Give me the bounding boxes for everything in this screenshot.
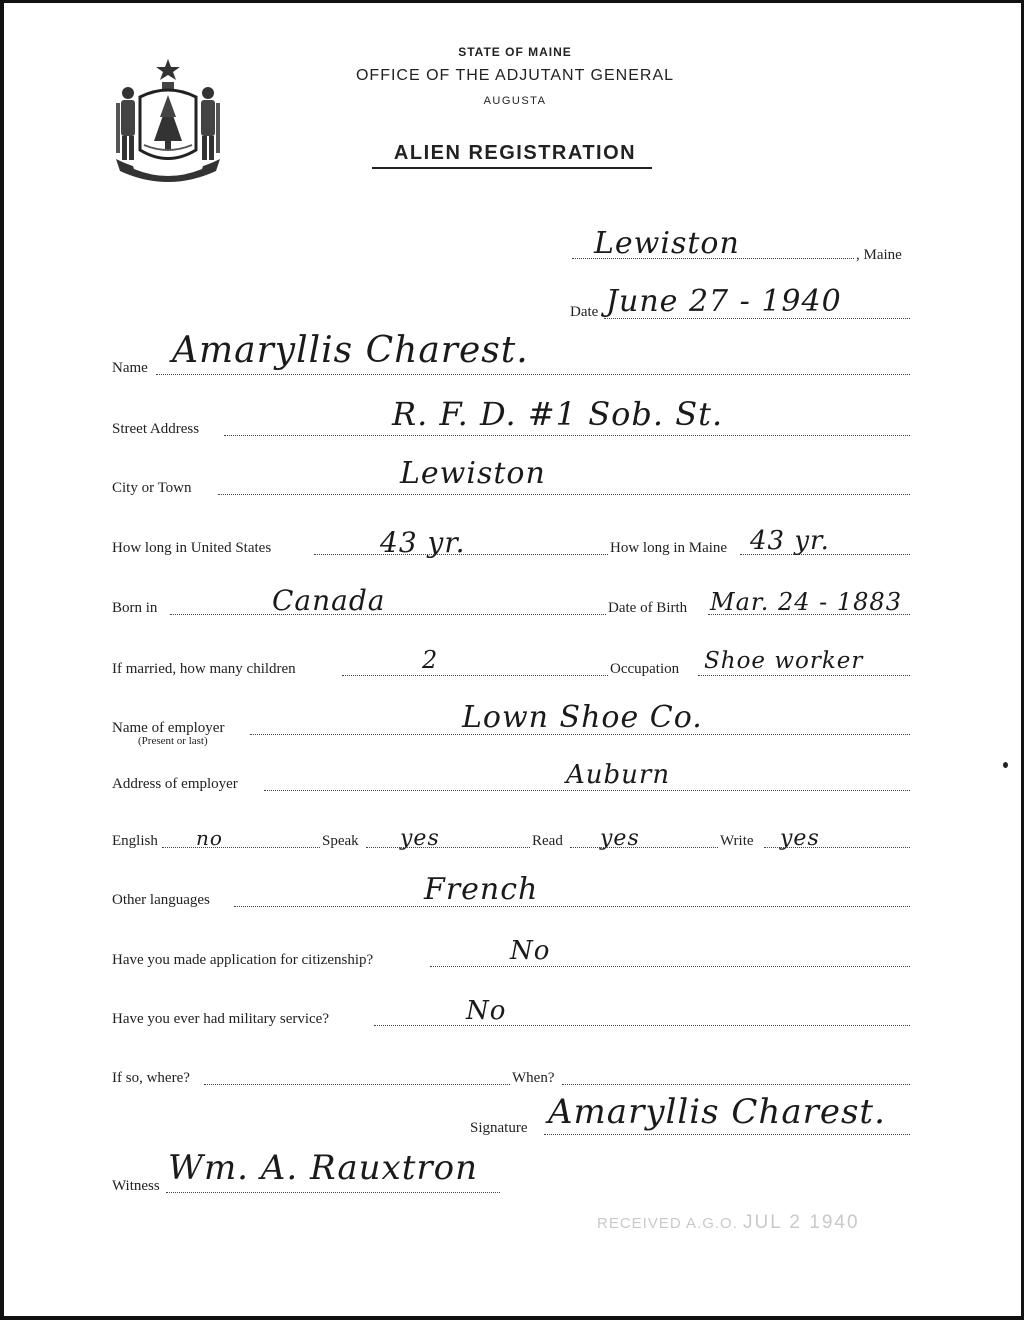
when-label: When? bbox=[512, 1070, 555, 1086]
scan-speck bbox=[1003, 762, 1008, 768]
maine-seal-icon bbox=[112, 55, 224, 185]
if-so-where-label: If so, where? bbox=[112, 1070, 190, 1086]
witness-label: Witness bbox=[112, 1178, 160, 1194]
name-line bbox=[156, 374, 910, 375]
name-value: Amaryllis Charest. bbox=[172, 330, 529, 371]
date-value: June 27 - 1940 bbox=[606, 284, 842, 319]
other-languages-value: French bbox=[424, 872, 539, 907]
how-long-us-value: 43 yr. bbox=[380, 526, 466, 559]
other-languages-label: Other languages bbox=[112, 892, 210, 908]
occupation-value: Shoe worker bbox=[704, 648, 864, 674]
name-label: Name bbox=[112, 360, 148, 376]
born-in-line bbox=[170, 614, 606, 615]
maine-label: , Maine bbox=[856, 247, 902, 263]
town-value: Lewiston bbox=[594, 226, 740, 261]
employer-value: Lown Shoe Co. bbox=[462, 700, 703, 735]
witness-value: Wm. A. Rauxtron bbox=[168, 1148, 478, 1188]
when-line bbox=[562, 1084, 910, 1085]
children-label: If married, how many children bbox=[112, 661, 296, 677]
speak-line bbox=[366, 847, 530, 848]
english-line bbox=[162, 847, 320, 848]
header-office: OFFICE OF THE ADJUTANT GENERAL bbox=[355, 67, 675, 84]
received-stamp-text: RECEIVED A.G.O. bbox=[597, 1215, 738, 1232]
other-languages-line bbox=[234, 906, 910, 907]
received-stamp-date: JUL 2 1940 bbox=[743, 1212, 860, 1233]
citizenship-value: No bbox=[510, 936, 551, 966]
employer-label: Name of employer bbox=[112, 720, 225, 736]
header-city: AUGUSTA bbox=[483, 95, 547, 107]
how-long-maine-label: How long in Maine bbox=[610, 540, 728, 556]
write-value: yes bbox=[780, 826, 820, 851]
scan-border-bottom bbox=[0, 1316, 1024, 1320]
read-line bbox=[570, 847, 718, 848]
signature-value: Amaryllis Charest. bbox=[548, 1092, 886, 1132]
header-state: STATE OF MAINE bbox=[458, 45, 572, 59]
city-line bbox=[218, 494, 910, 495]
citizenship-line bbox=[430, 966, 910, 967]
employer-address-value: Auburn bbox=[566, 760, 671, 790]
employer-address-label: Address of employer bbox=[112, 776, 238, 792]
title-underline bbox=[372, 167, 652, 169]
english-value: no bbox=[196, 826, 223, 850]
military-label: Have you ever had military service? bbox=[112, 1011, 329, 1027]
form-title: ALIEN REGISTRATION bbox=[393, 142, 637, 164]
born-in-label: Born in bbox=[112, 600, 158, 616]
signature-label: Signature bbox=[470, 1120, 528, 1136]
employer-address-line bbox=[264, 790, 910, 791]
date-of-birth-label: Date of Birth bbox=[608, 600, 688, 616]
read-label: Read bbox=[532, 833, 563, 849]
street-value: R. F. D. #1 Sob. St. bbox=[392, 395, 724, 433]
date-label: Date bbox=[570, 304, 599, 320]
employer-note: (Present or last) bbox=[138, 735, 208, 747]
military-line bbox=[374, 1025, 910, 1026]
occupation-label: Occupation bbox=[610, 661, 680, 677]
citizenship-label: Have you made application for citizenship? bbox=[112, 952, 374, 968]
street-line bbox=[224, 435, 910, 436]
received-stamp bbox=[597, 1212, 860, 1234]
english-label: English bbox=[112, 833, 158, 849]
how-long-us-label: How long in United States bbox=[112, 540, 272, 556]
children-line bbox=[342, 675, 608, 676]
date-of-birth-value: Mar. 24 - 1883 bbox=[710, 588, 902, 616]
signature-line bbox=[544, 1134, 910, 1135]
street-label: Street Address bbox=[112, 421, 200, 437]
military-value: No bbox=[466, 996, 507, 1026]
occupation-line bbox=[698, 675, 910, 676]
speak-value: yes bbox=[400, 826, 440, 851]
witness-line bbox=[166, 1192, 500, 1193]
how-long-maine-value: 43 yr. bbox=[750, 526, 830, 556]
read-value: yes bbox=[600, 826, 640, 851]
write-label: Write bbox=[720, 833, 754, 849]
speak-label: Speak bbox=[322, 833, 359, 849]
children-value: 2 bbox=[422, 646, 439, 674]
scan-border-left bbox=[0, 0, 4, 1320]
born-in-value: Canada bbox=[272, 584, 386, 617]
scan-border-top bbox=[0, 0, 1024, 3]
city-value: Lewiston bbox=[400, 456, 546, 491]
if-so-where-line bbox=[204, 1084, 510, 1085]
city-label: City or Town bbox=[112, 480, 192, 496]
